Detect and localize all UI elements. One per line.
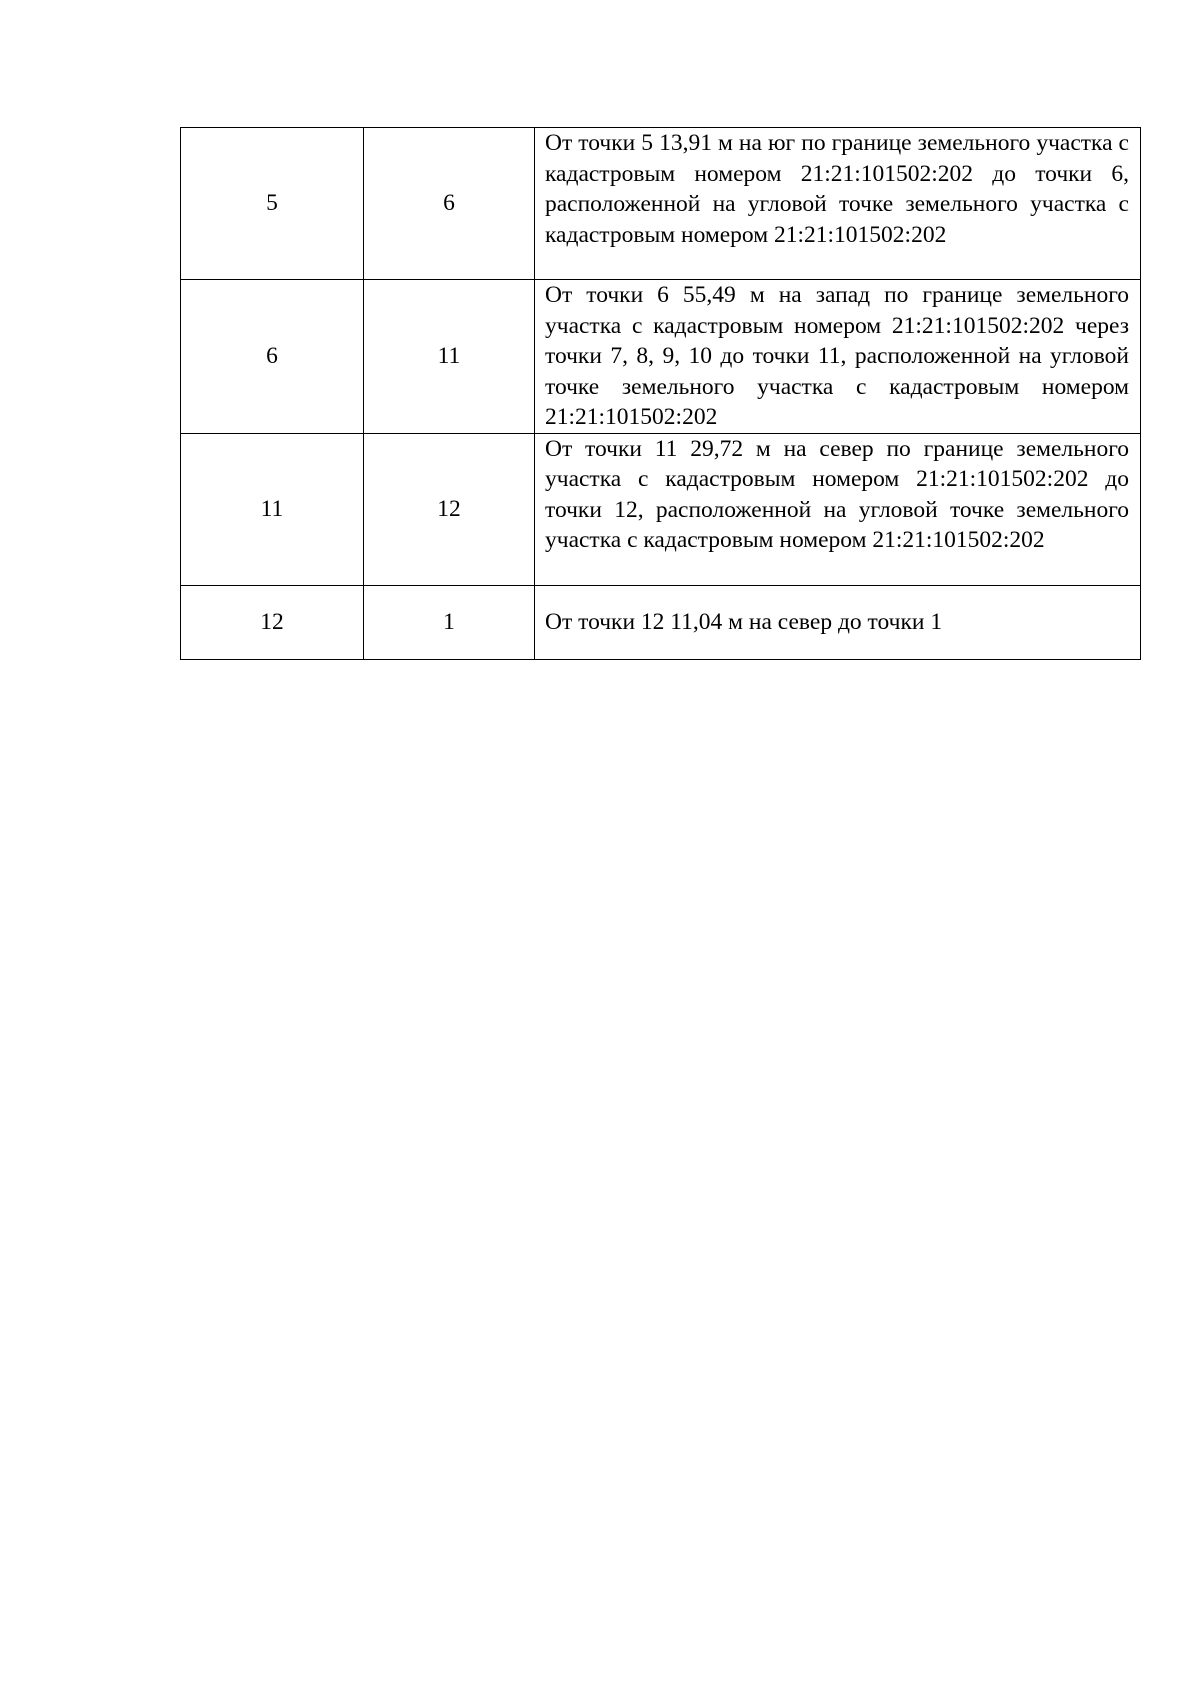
from-point-cell: 6 — [181, 280, 364, 434]
table-row — [181, 585, 1141, 659]
boundary-description-table — [180, 127, 1141, 660]
to-point-cell: 11 — [364, 280, 535, 434]
from-point-cell: 12 — [181, 585, 364, 659]
from-point-cell: 11 — [181, 433, 364, 585]
segment-description-cell: От точки 11 29,72 м на север по границе земельного участка с кадастровым номером 21:21:101502:202 до точки 12, расположенной на угловой точке земельного участка с кадастровым номером 21:21:101502:202 — [535, 433, 1141, 585]
table-row — [181, 280, 1141, 434]
segment-description-cell: От точки 5 13,91 м на юг по границе земельного участка с кадастровым номером 21:21:101502:202 до точки 6, расположенной на угловой точке земельного участка с кадастровым номером 21:21:101502:202 — [535, 128, 1141, 280]
to-point-cell: 1 — [364, 585, 535, 659]
table-row — [181, 128, 1141, 280]
table-row — [181, 433, 1141, 585]
to-point-cell: 6 — [364, 128, 535, 280]
from-point-cell: 5 — [181, 128, 364, 280]
segment-description-cell: От точки 6 55,49 м на запад по границе земельного участка с кадастровым номером 21:21:101502:202 через точки 7, 8, 9, 10 до точки 11, расположенной на угловой точке земельного участка с кадастровым номером 21:21:101502:202 — [535, 280, 1141, 434]
to-point-cell: 12 — [364, 433, 535, 585]
segment-description-cell: От точки 12 11,04 м на север до точки 1 — [535, 585, 1141, 659]
